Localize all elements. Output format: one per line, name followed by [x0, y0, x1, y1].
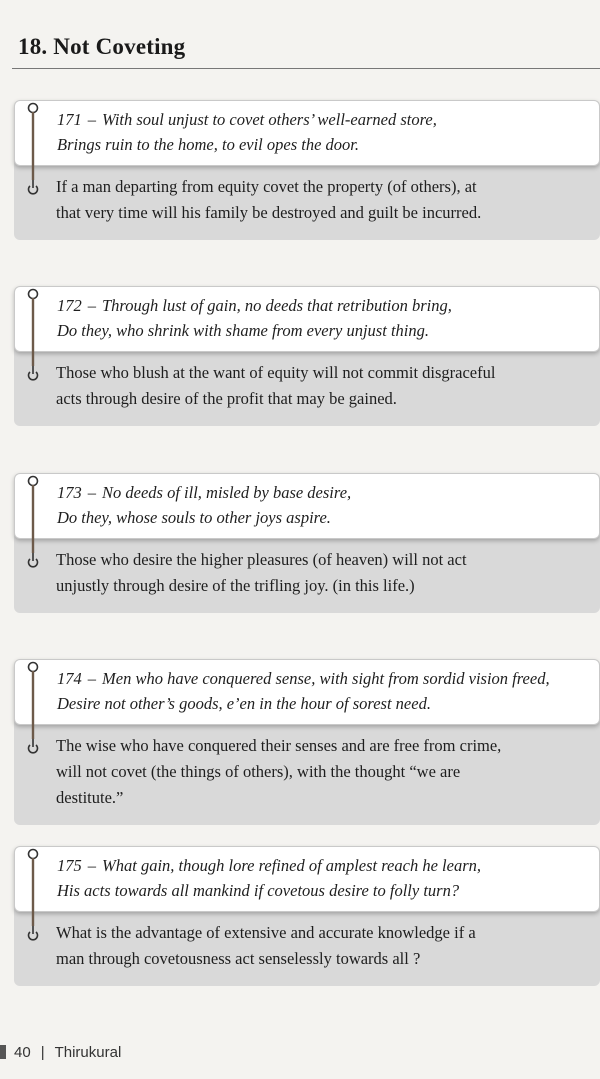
- kural-number: 175: [57, 856, 82, 875]
- meaning-box: [14, 533, 600, 613]
- page-number: 40: [14, 1043, 31, 1061]
- footer-marker: [0, 1045, 6, 1059]
- kural-number: 171: [57, 110, 82, 129]
- meaning-line: Those who desire the higher pleasures (of heaven) will not act: [56, 550, 467, 569]
- bookmark-pin-icon: [27, 286, 43, 384]
- meaning-line: If a man departing from equity covet the property (of others), at: [56, 177, 477, 196]
- kural-172: [14, 286, 600, 426]
- meaning-line: What is the advantage of extensive and accurate knowledge if a: [56, 923, 476, 942]
- couplet-box: [14, 846, 600, 912]
- couplet-line-2: Brings ruin to the home, to evil opes the door.: [57, 135, 360, 154]
- couplet-line-2: Desire not other’s goods, e’en in the hour of sorest need.: [57, 694, 431, 713]
- kural-173: [14, 473, 600, 613]
- meaning-box: [14, 160, 600, 240]
- kural-175: [14, 846, 600, 986]
- meaning-box: [14, 346, 600, 426]
- meaning-line: destitute.”: [56, 788, 124, 807]
- couplet-box: [14, 286, 600, 352]
- meaning-box: [14, 719, 600, 825]
- couplet-line-1: 175 – What gain, though lore refined of amplest reach he learn,: [57, 856, 481, 875]
- meaning-line: will not covet (the things of others), with the thought “we are: [56, 762, 461, 781]
- bookmark-pin-icon: [27, 846, 43, 944]
- chapter-title: 18. Not Coveting: [18, 34, 186, 59]
- meaning-line: unjustly through desire of the trifling joy. (in this life.): [56, 576, 415, 595]
- bookmark-pin-icon: [27, 473, 43, 571]
- meaning-line: that very time will his family be destroyed and guilt be incurred.: [56, 203, 482, 222]
- couplet-box: [14, 659, 600, 725]
- kural-174: [14, 659, 600, 825]
- page-footer: [0, 1040, 121, 1064]
- couplet-box: [14, 473, 600, 539]
- bookmark-pin-icon: [27, 659, 43, 757]
- couplet-line-2: His acts towards all mankind if covetous desire to folly turn?: [57, 881, 460, 900]
- meaning-line: Those who blush at the want of equity will not commit disgraceful: [56, 363, 496, 382]
- couplet-line-1: 172 – Through lust of gain, no deeds that retribution bring,: [57, 296, 452, 315]
- kural-number: 174: [57, 669, 82, 688]
- couplet-line-1: 171 – With soul unjust to covet others’ well-earned store,: [57, 110, 437, 129]
- couplet-line-2: Do they, whose souls to other joys aspire.: [57, 508, 331, 527]
- kural-number: 172: [57, 296, 82, 315]
- couplet-box: [14, 100, 600, 166]
- footer-separator: |: [40, 1043, 45, 1061]
- couplet-line-1: 173 – No deeds of ill, misled by base desire,: [57, 483, 352, 502]
- title-divider: [12, 68, 600, 69]
- meaning-line: man through covetousness act senselessly towards all ?: [56, 949, 421, 968]
- bookmark-pin-icon: [27, 100, 43, 198]
- meaning-line: The wise who have conquered their senses and are free from crime,: [56, 736, 502, 755]
- meaning-line: acts through desire of the profit that may be gained.: [56, 389, 397, 408]
- kural-number: 173: [57, 483, 82, 502]
- book-title: Thirukural: [54, 1043, 122, 1061]
- couplet-line-2: Do they, who shrink with shame from every unjust thing.: [57, 321, 429, 340]
- couplet-line-1: 174 – Men who have conquered sense, with sight from sordid vision freed,: [57, 669, 550, 688]
- meaning-box: [14, 906, 600, 986]
- kural-171: [14, 100, 600, 240]
